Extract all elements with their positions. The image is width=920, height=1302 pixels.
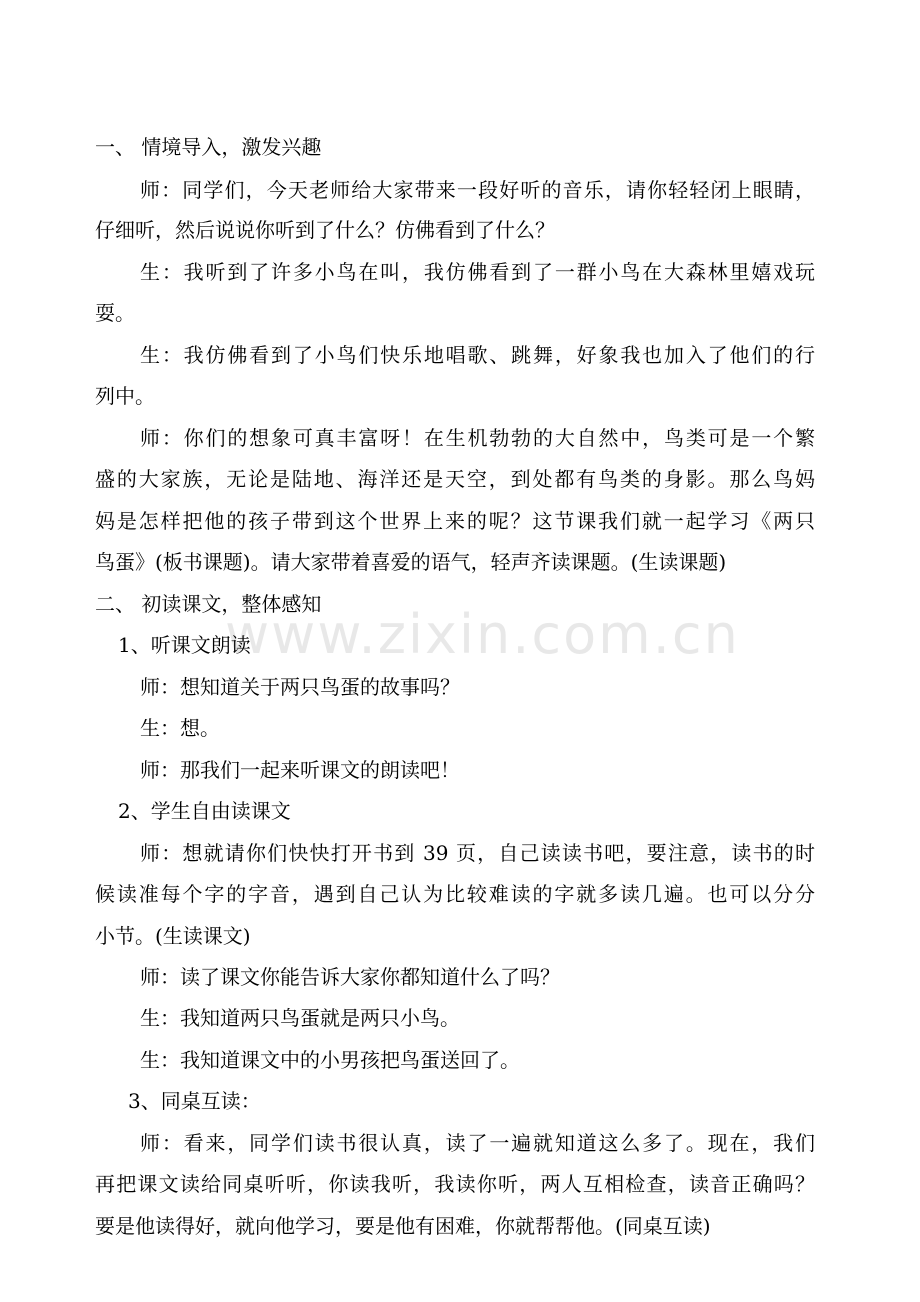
paragraph-line: 师：看来，同学们读书很认真，读了一遍就知道这么多了。现在，我们 [140,1131,815,1155]
paragraph-line: 师：同学们，今天老师给大家带来一段好听的音乐，请你轻轻闭上眼睛， [140,178,815,202]
paragraph-line: 再把课文读给同桌听听，你读我听，我读你听，两人互相检查，读音正确吗？ [95,1172,815,1196]
paragraph-line: 生：我仿佛看到了小鸟们快乐地唱歌、跳舞，好象我也加入了他们的行 [140,343,815,367]
paragraph-line: 候读准每个字的字音，遇到自己认为比较难读的字就多读几遍。也可以分分 [95,882,815,906]
paragraph-line: 师：想知道关于两只鸟蛋的故事吗？ [140,675,460,699]
subheading: 1、听课文朗读 [118,633,251,657]
subheading: 2、学生自由读课文 [118,799,291,823]
paragraph-line: 生：我知道两只鸟蛋就是两只小鸟。 [140,1006,460,1030]
paragraph-line: 小节。(生读课文) [95,924,251,948]
section-heading-2: 二、 初读课文，整体感知 [95,592,322,616]
paragraph-line: 生：我听到了许多小鸟在叫，我仿佛看到了一群小鸟在大森林里嬉戏玩 [140,260,815,284]
paragraph-line: 生：我知道课文中的小男孩把鸟蛋送回了。 [140,1048,520,1072]
paragraph-line: 师：读了课文你能告诉大家你都知道什么了吗？ [140,965,560,989]
paragraph-line: 要是他读得好，就向他学习，要是他有困难，你就帮帮他。(同桌互读) [95,1214,711,1238]
section-heading-1: 一、 情境导入，激发兴趣 [95,135,322,159]
subheading: 3、同桌互读： [128,1089,261,1113]
paragraph-line: 师：想就请你们快快打开书到 39 页，自己读读书吧，要注意，读书的时 [140,841,815,865]
paragraph-line: 耍。 [95,301,135,325]
paragraph-line: 盛的大家族，无论是陆地、海洋还是天空，到处都有鸟类的身影。那么鸟妈 [95,467,815,491]
paragraph-line: 生：想。 [140,716,220,740]
watermark: www.zixin.com.cn [225,603,740,666]
paragraph-line: 列中。 [95,384,155,408]
paragraph-line: 仔细听，然后说说你听到了什么？仿佛看到了什么？ [95,218,555,242]
paragraph-line: 师：你们的想象可真丰富呀！在生机勃勃的大自然中，鸟类可是一个繁 [140,426,815,450]
paragraph-line: 师：那我们一起来听课文的朗读吧！ [140,758,460,782]
paragraph-line: 妈是怎样把他的孩子带到这个世界上来的呢？这节课我们就一起学习《两只 [95,509,815,533]
paragraph-line: 鸟蛋》(板书课题)。请大家带着喜爱的语气，轻声齐读课题。(生读课题) [95,550,727,574]
